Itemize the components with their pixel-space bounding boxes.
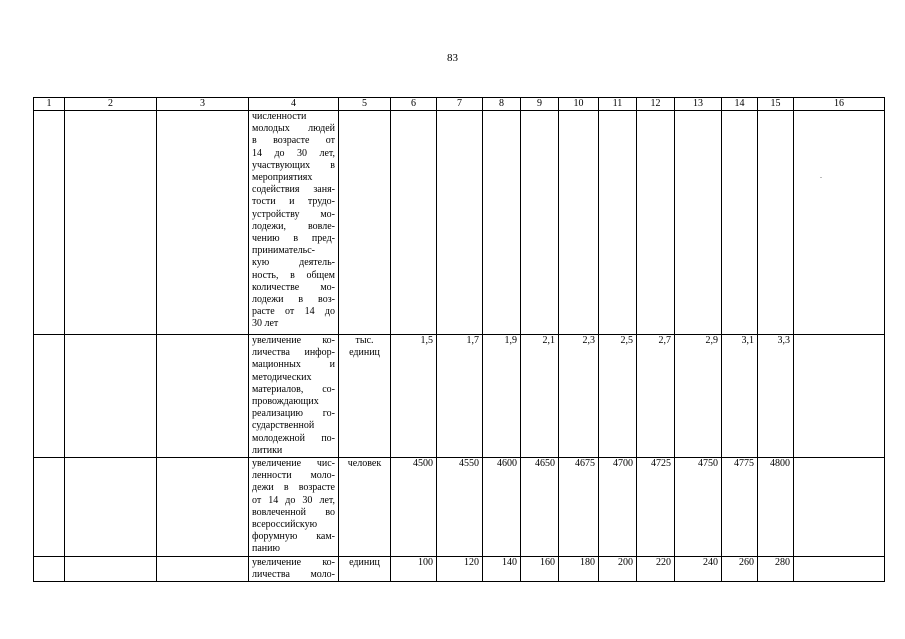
table-row (34, 111, 885, 335)
value-cell: 4800 (758, 458, 794, 557)
column-header: 14 (722, 98, 758, 111)
column-header: 10 (559, 98, 599, 111)
value-cell: 120 (437, 556, 483, 581)
table-cell-empty (794, 556, 885, 581)
value-cell (675, 111, 722, 335)
value-cell: 160 (521, 556, 559, 581)
value-cell: 4750 (675, 458, 722, 557)
description-line: реализацию го- (252, 408, 335, 420)
table-cell-empty (157, 335, 249, 458)
unit-cell (339, 111, 391, 335)
value-cell: 4500 (391, 458, 437, 557)
column-header: 4 (249, 98, 339, 111)
column-header: 12 (637, 98, 675, 111)
description-line: чению в пред- (252, 233, 335, 245)
table-cell-empty (34, 111, 65, 335)
column-header: 2 (65, 98, 157, 111)
description-line: увеличение чис- (252, 458, 335, 470)
description-line: 30 лет (252, 318, 279, 330)
value-cell: 140 (483, 556, 521, 581)
unit-cell: человек (339, 458, 391, 557)
table-cell-empty (65, 458, 157, 557)
column-header: 5 (339, 98, 391, 111)
description-line: панию (252, 543, 280, 555)
column-header: 7 (437, 98, 483, 111)
table-cell-empty (794, 458, 885, 557)
value-cell: 4725 (637, 458, 675, 557)
value-cell: 2,9 (675, 335, 722, 458)
column-header: 1 (34, 98, 65, 111)
description-line: ность, в общем (252, 269, 335, 281)
column-header: 15 (758, 98, 794, 111)
indicator-description (249, 111, 339, 335)
table-row (34, 556, 885, 581)
description-line: лодежи в воз- (252, 294, 335, 306)
description-line: личества моло- (252, 568, 335, 580)
description-line: количестве мо- (252, 281, 335, 293)
description-line: увеличение ко- (252, 556, 335, 568)
description-line: участвующих в (252, 159, 335, 171)
description-line: форумную кам- (252, 531, 335, 543)
description-line: кую деятель- (252, 257, 335, 269)
description-line: содействия заня- (252, 184, 335, 196)
table-cell-empty (157, 556, 249, 581)
description-line: мероприятиях (252, 172, 313, 184)
value-cell (758, 111, 794, 335)
value-cell: 2,5 (599, 335, 637, 458)
table-cell-empty (794, 335, 885, 458)
value-cell (599, 111, 637, 335)
description-line: 14 до 30 лет, (252, 147, 335, 159)
description-line: ленности моло- (252, 470, 335, 482)
value-cell: 1,5 (391, 335, 437, 458)
column-header: 9 (521, 98, 559, 111)
value-cell: 260 (722, 556, 758, 581)
description-line: провождающих (252, 396, 319, 408)
value-cell: 3,3 (758, 335, 794, 458)
description-line: личества инфор- (252, 347, 335, 359)
value-cell: 4600 (483, 458, 521, 557)
value-cell: 220 (637, 556, 675, 581)
table-cell-empty (34, 335, 65, 458)
description-line: увеличение ко- (252, 335, 335, 346)
value-cell: 3,1 (722, 335, 758, 458)
description-line: тости и трудо- (252, 196, 335, 208)
unit-cell: тыс. единиц (339, 335, 391, 458)
description-line: лодежи, вовле- (252, 220, 335, 232)
value-cell: 280 (758, 556, 794, 581)
value-cell (437, 111, 483, 335)
value-cell: 4550 (437, 458, 483, 557)
value-cell: 2,7 (637, 335, 675, 458)
description-line: методических (252, 371, 312, 383)
value-cell (722, 111, 758, 335)
description-line: вовлеченной во (252, 506, 335, 518)
value-cell: 1,7 (437, 335, 483, 458)
table-row (34, 458, 885, 557)
value-cell (391, 111, 437, 335)
value-cell (521, 111, 559, 335)
description-line: молодежной по- (252, 432, 335, 444)
table-cell-empty (157, 111, 249, 335)
value-cell: 4675 (559, 458, 599, 557)
description-line: литики (252, 444, 283, 456)
table-cell-empty (65, 111, 157, 335)
indicators-table (33, 97, 885, 582)
value-cell: 180 (559, 556, 599, 581)
column-number-row (34, 98, 885, 111)
table-cell-empty (157, 458, 249, 557)
description-line: принимательс- (252, 245, 315, 257)
table-cell-empty (65, 556, 157, 581)
indicator-description (249, 335, 339, 458)
table-cell-empty (34, 458, 65, 557)
description-line: сударственной (252, 420, 315, 432)
column-header: 3 (157, 98, 249, 111)
value-cell: 100 (391, 556, 437, 581)
value-cell: 200 (599, 556, 637, 581)
page-number: 83 (447, 52, 458, 64)
description-line: молодых людей (252, 123, 335, 135)
value-cell (559, 111, 599, 335)
table-cell-empty (65, 335, 157, 458)
value-cell (637, 111, 675, 335)
description-line: дежи в возрасте (252, 482, 335, 494)
description-line: численности (252, 111, 307, 122)
value-cell: 240 (675, 556, 722, 581)
table-row (34, 335, 885, 458)
description-line: всероссийскую (252, 519, 318, 531)
value-cell: 1,9 (483, 335, 521, 458)
unit-cell: единиц (339, 556, 391, 581)
description-line: мационных и (252, 359, 335, 371)
column-header: 16 (794, 98, 885, 111)
indicator-description (249, 458, 339, 557)
description-line: материалов, со- (252, 383, 335, 395)
value-cell: 2,3 (559, 335, 599, 458)
description-line: устройству мо- (252, 208, 335, 220)
table-body (34, 111, 885, 582)
description-line: в возрасте от (252, 135, 335, 147)
column-header: 8 (483, 98, 521, 111)
value-cell: 4700 (599, 458, 637, 557)
table-cell-empty (794, 111, 885, 335)
column-header: 13 (675, 98, 722, 111)
column-header: 11 (599, 98, 637, 111)
value-cell: 4650 (521, 458, 559, 557)
table-cell-empty (34, 556, 65, 581)
value-cell (483, 111, 521, 335)
description-line: расте от 14 до (252, 306, 335, 318)
indicator-description (249, 556, 339, 581)
column-header: 6 (391, 98, 437, 111)
description-line: от 14 до 30 лет, (252, 494, 335, 506)
value-cell: 2,1 (521, 335, 559, 458)
value-cell: 4775 (722, 458, 758, 557)
